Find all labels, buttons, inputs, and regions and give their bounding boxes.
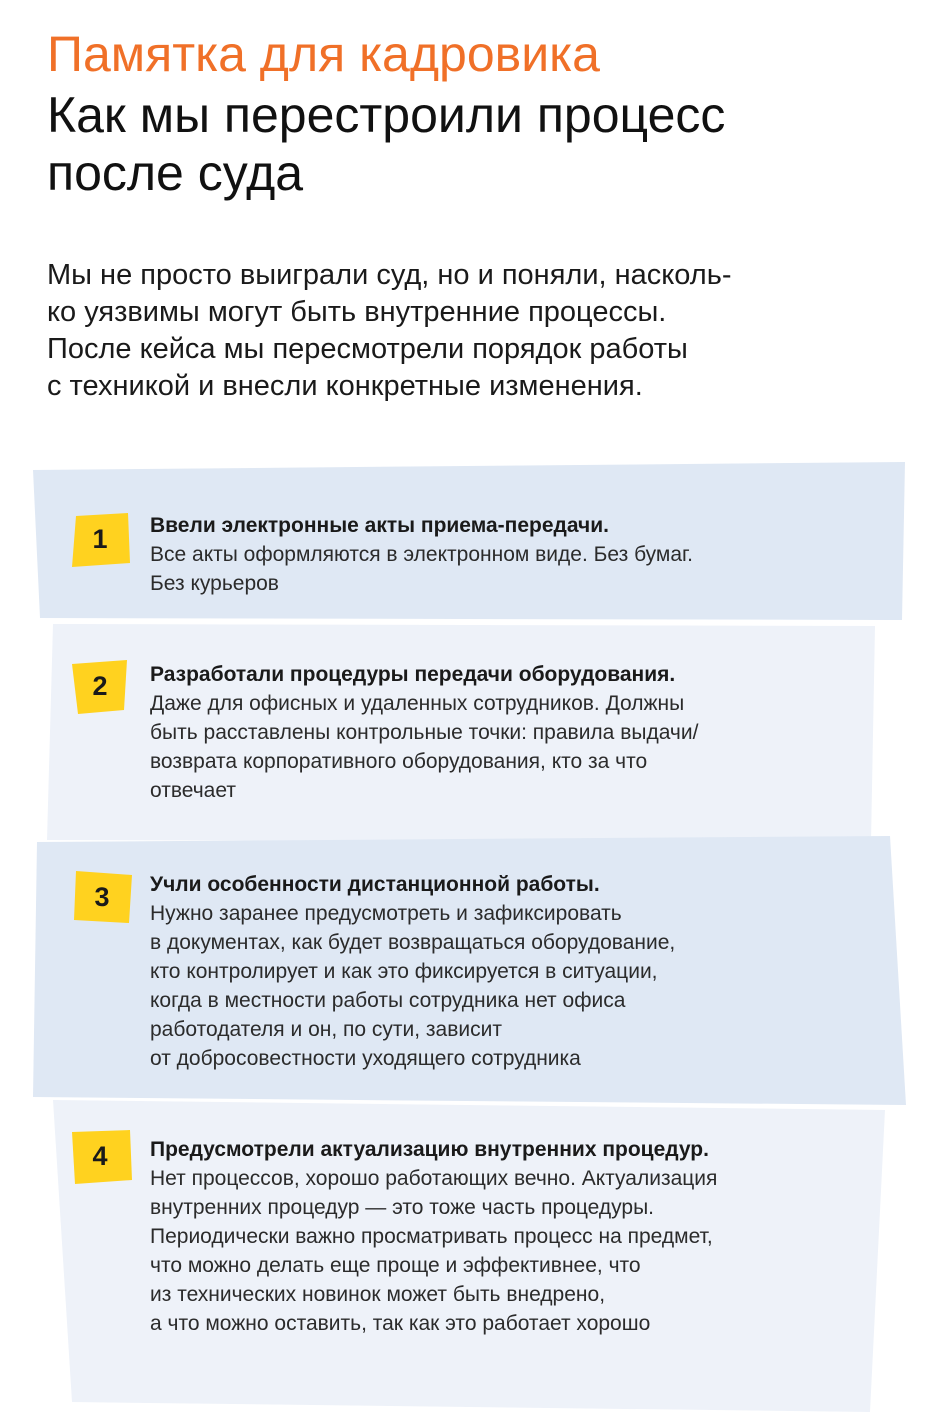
item-3-number: 3	[94, 882, 110, 912]
item-1-text	[150, 511, 693, 598]
item-4-line: Нет процессов, хорошо работающих вечно. Актуализация	[150, 1167, 718, 1190]
item-1-number: 1	[92, 524, 108, 554]
item-2-line: возврата корпоративного оборудования, кто за что	[150, 750, 648, 773]
page-title-line-2: после суда	[47, 145, 304, 201]
item-2-heading: Разработали процедуры передачи оборудования.	[150, 663, 676, 686]
item-4-line: Периодически важно просматривать процесс на предмет,	[150, 1225, 713, 1248]
item-4-line: а что можно оставить, так как это работает хорошо	[150, 1312, 651, 1335]
item-3-line: в документах, как будет возвращаться оборудование,	[150, 931, 676, 954]
item-3-line: когда в местности работы сотрудника нет офиса	[150, 989, 626, 1012]
item-2-line: отвечает	[150, 779, 236, 802]
item-3-line: от добросовестности уходящего сотрудника	[150, 1047, 581, 1070]
kicker-title: Памятка для кадровика	[47, 26, 600, 82]
page-title-line-1: Как мы перестроили процесс	[47, 87, 726, 143]
intro-line: После кейса мы пересмотрели порядок работы	[47, 333, 688, 365]
item-2-line: Даже для офисных и удаленных сотрудников. Должны	[150, 692, 685, 715]
item-4-number: 4	[92, 1141, 108, 1171]
item-4-line: внутренних процедур — это тоже часть процедуры.	[150, 1196, 655, 1219]
intro-line: Мы не просто выиграли суд, но и поняли, насколь-	[47, 259, 732, 291]
item-3-text	[150, 870, 675, 1073]
item-3-line: кто контролирует и как это фиксируется в ситуации,	[150, 960, 658, 983]
item-2-text	[150, 660, 698, 805]
item-4-heading: Предусмотрели актуализацию внутренних процедур.	[150, 1138, 709, 1161]
item-3-line: Нужно заранее предусмотреть и зафиксировать	[150, 902, 622, 925]
intro-line: ко уязвимы могут быть внутренние процессы.	[47, 296, 667, 328]
item-4-number-badge	[72, 1130, 132, 1182]
item-1-line: Без курьеров	[150, 572, 279, 595]
item-3-line: работодателя и он, по сути, зависит	[150, 1018, 502, 1041]
item-1-number-badge	[72, 513, 132, 565]
item-2-line: быть расставлены контрольные точки: правила выдачи/	[150, 721, 699, 744]
item-1-line: Все акты оформляются в электронном виде. Без бумаг.	[150, 543, 693, 566]
item-4-text	[150, 1135, 717, 1338]
item-3-heading: Учли особенности дистанционной работы.	[150, 873, 600, 896]
item-2-number-badge	[72, 660, 132, 712]
item-2-number: 2	[92, 671, 108, 701]
intro-line: с техникой и внесли конкретные изменения.	[47, 370, 643, 402]
item-1-heading: Ввели электронные акты приема-передачи.	[150, 514, 609, 537]
item-3-number-badge	[74, 871, 134, 923]
item-4-line: что можно делать еще проще и эффективнее, что	[150, 1254, 641, 1277]
item-4-line: из технических новинок может быть внедрено,	[150, 1283, 606, 1306]
